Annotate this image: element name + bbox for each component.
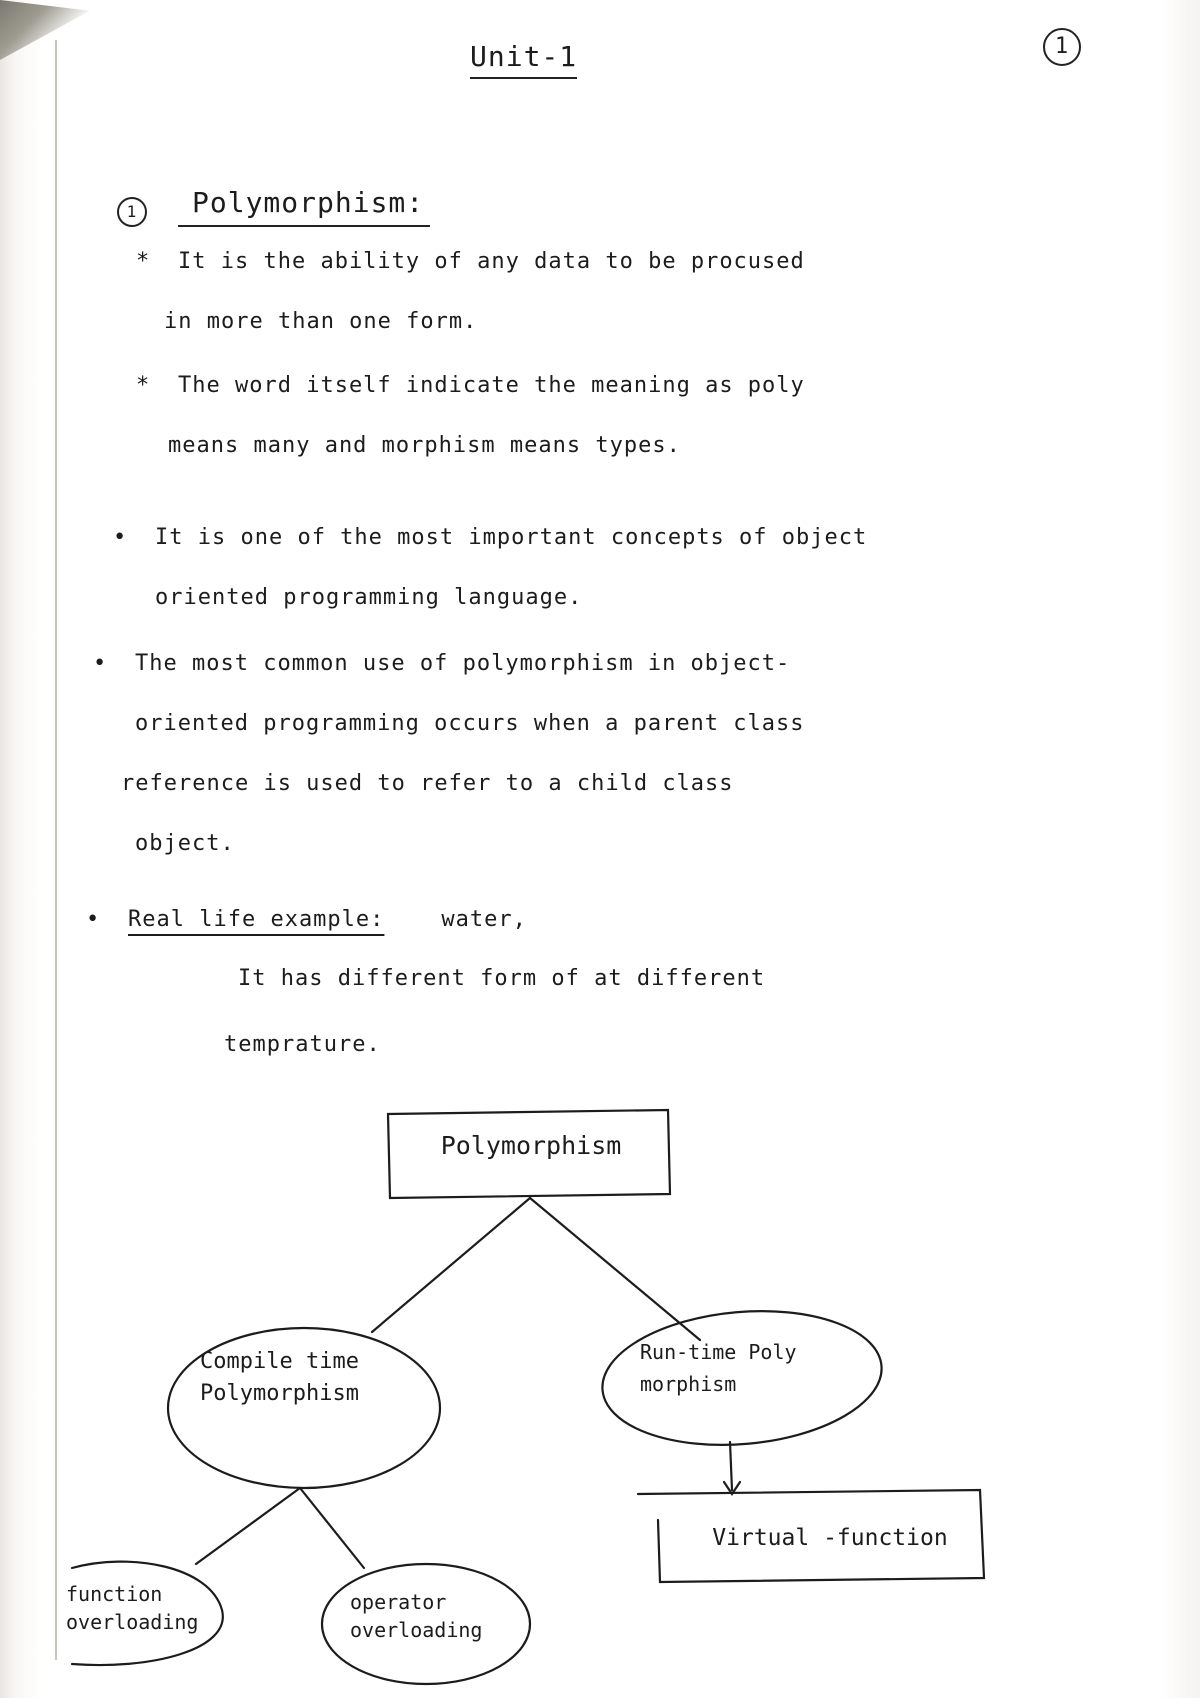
page-number: 1	[1043, 28, 1081, 66]
unit-title: Unit-1	[470, 40, 577, 79]
bullet-line: means many and morphism means types.	[168, 433, 681, 458]
bullet-line: oriented programming occurs when a parent class	[135, 711, 805, 736]
bullet-definition	[136, 232, 1098, 352]
edge-runtime-virtual	[730, 1442, 732, 1490]
edge-compile-function	[196, 1488, 300, 1564]
compile-time-node-label: Compile time Polymorphism	[200, 1349, 359, 1406]
example-heading-line	[128, 890, 1108, 950]
bullet-line: reference is used to refer to a child class	[121, 771, 734, 796]
example-value: water,	[441, 907, 527, 932]
example-description	[224, 946, 1098, 1078]
bullet-mark: *	[136, 373, 151, 398]
section-number: 1	[117, 197, 147, 227]
function-overloading-node-label: function overloading	[66, 1582, 199, 1634]
edge-compile-operator	[300, 1488, 364, 1568]
bullet-line: object.	[135, 831, 235, 856]
bullet-mark: •	[93, 651, 108, 676]
bullet-line: oriented programming language.	[155, 585, 583, 610]
page-fold-corner	[0, 0, 90, 60]
bullet-real-life-example	[86, 890, 1108, 950]
bullet-line: in more than one form.	[164, 309, 478, 334]
bullet-line: It is the ability of any data to be procused	[178, 249, 805, 274]
example-line: temprature.	[224, 1032, 381, 1057]
run-time-node-label: Run-time Poly morphism	[640, 1340, 797, 1396]
bullet-line: The word itself indicate the meaning as poly	[178, 373, 805, 398]
edge-root-compile	[372, 1198, 530, 1332]
section-heading: Polymorphism:	[178, 186, 430, 227]
root-node-label: Polymorphism	[440, 1131, 622, 1160]
example-line: It has different form of at different	[238, 966, 766, 991]
edge-root-runtime	[530, 1198, 700, 1340]
bullet-mark: *	[136, 249, 151, 274]
bullet-line: The most common use of polymorphism in object-	[135, 651, 791, 676]
operator-overloading-node-label: operator overloading	[350, 1590, 483, 1642]
example-label: Real life example:	[128, 907, 385, 932]
bullet-line: It is one of the most important concepts of object	[155, 525, 868, 550]
bullet-mark: •	[86, 907, 101, 932]
polymorphism-diagram	[0, 1090, 1200, 1690]
virtual-function-node-label: Virtual -function	[712, 1525, 948, 1551]
bullet-importance	[113, 508, 1115, 628]
bullet-common-use	[93, 634, 1115, 874]
bullet-word-meaning	[136, 356, 1098, 476]
bullet-mark: •	[113, 525, 128, 550]
